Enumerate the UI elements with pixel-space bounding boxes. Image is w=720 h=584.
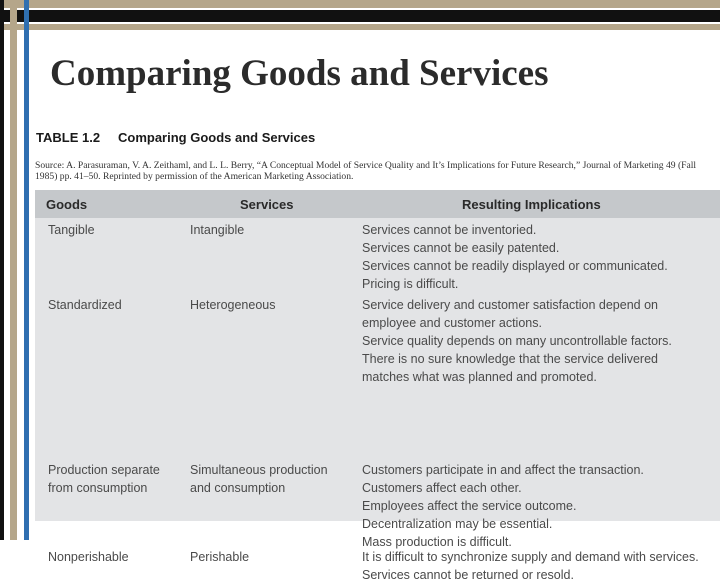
- source-citation: Source: A. Parasuraman, V. A. Zeithaml, and L. L. Berry, “A Conceptual Model of Service Quality and It’s Implications for Future Research,” Journal of Marketing 49 (Fall 1985) pp. 41–50. Reprinted by permission of the American Marketing Association.: [35, 160, 697, 182]
- implications-cell-line: Service delivery and customer satisfaction depend on: [362, 298, 658, 312]
- goods-cell-line: Production separate: [48, 463, 160, 477]
- left-blue-border: [24, 0, 29, 540]
- column-header-services: Services: [240, 197, 294, 212]
- implications-cell-line: It is difficult to synchronize supply and demand with services.: [362, 550, 699, 564]
- top-tan-border: [0, 0, 720, 8]
- services-cell-line: and consumption: [190, 481, 286, 495]
- column-header-implications: Resulting Implications: [462, 197, 601, 212]
- implications-cell-line: Mass production is difficult.: [362, 535, 512, 549]
- services-cell-line: Simultaneous production: [190, 463, 328, 477]
- services-cell-line: Heterogeneous: [190, 298, 276, 312]
- services-cell-line: Intangible: [190, 223, 245, 237]
- implications-cell-line: Customers participate in and affect the transaction.: [362, 463, 644, 477]
- implications-cell-line: There is no sure knowledge that the service delivered: [362, 352, 658, 366]
- implications-cell-line: employee and customer actions.: [362, 316, 542, 330]
- top-tan-border-lower: [0, 24, 720, 30]
- goods-cell-line: Tangible: [48, 223, 95, 237]
- implications-cell-line: Decentralization may be essential.: [362, 517, 553, 531]
- goods-cell-line: Standardized: [48, 298, 122, 312]
- implications-cell-line: Services cannot be inventoried.: [362, 223, 537, 237]
- left-tan-border: [10, 0, 17, 540]
- goods-cell-line: from consumption: [48, 481, 148, 495]
- implications-cell-line: Services cannot be returned or resold.: [362, 568, 574, 582]
- table-figure: [32, 118, 720, 582]
- table-caption: Comparing Goods and Services: [118, 130, 316, 145]
- implications-cell-line: Employees affect the service outcome.: [362, 499, 577, 513]
- implications-cell-line: matches what was planned and promoted.: [362, 370, 597, 384]
- table-number: TABLE 1.2: [36, 130, 101, 145]
- top-black-border: [0, 10, 720, 22]
- implications-cell-line: Pricing is difficult.: [362, 277, 459, 291]
- goods-cell-line: Nonperishable: [48, 550, 129, 564]
- comparison-table: [35, 190, 720, 582]
- left-black-border: [0, 0, 4, 540]
- implications-cell-line: Customers affect each other.: [362, 481, 522, 495]
- implications-cell-line: Services cannot be readily displayed or communicated.: [362, 259, 668, 273]
- implications-cell-line: Service quality depends on many uncontrollable factors.: [362, 334, 672, 348]
- slide-title: Comparing Goods and Services: [50, 53, 549, 94]
- table-header-row: [35, 190, 720, 218]
- column-header-goods: Goods: [46, 197, 88, 212]
- services-cell-line: Perishable: [190, 550, 250, 564]
- implications-cell-line: Services cannot be easily patented.: [362, 241, 560, 255]
